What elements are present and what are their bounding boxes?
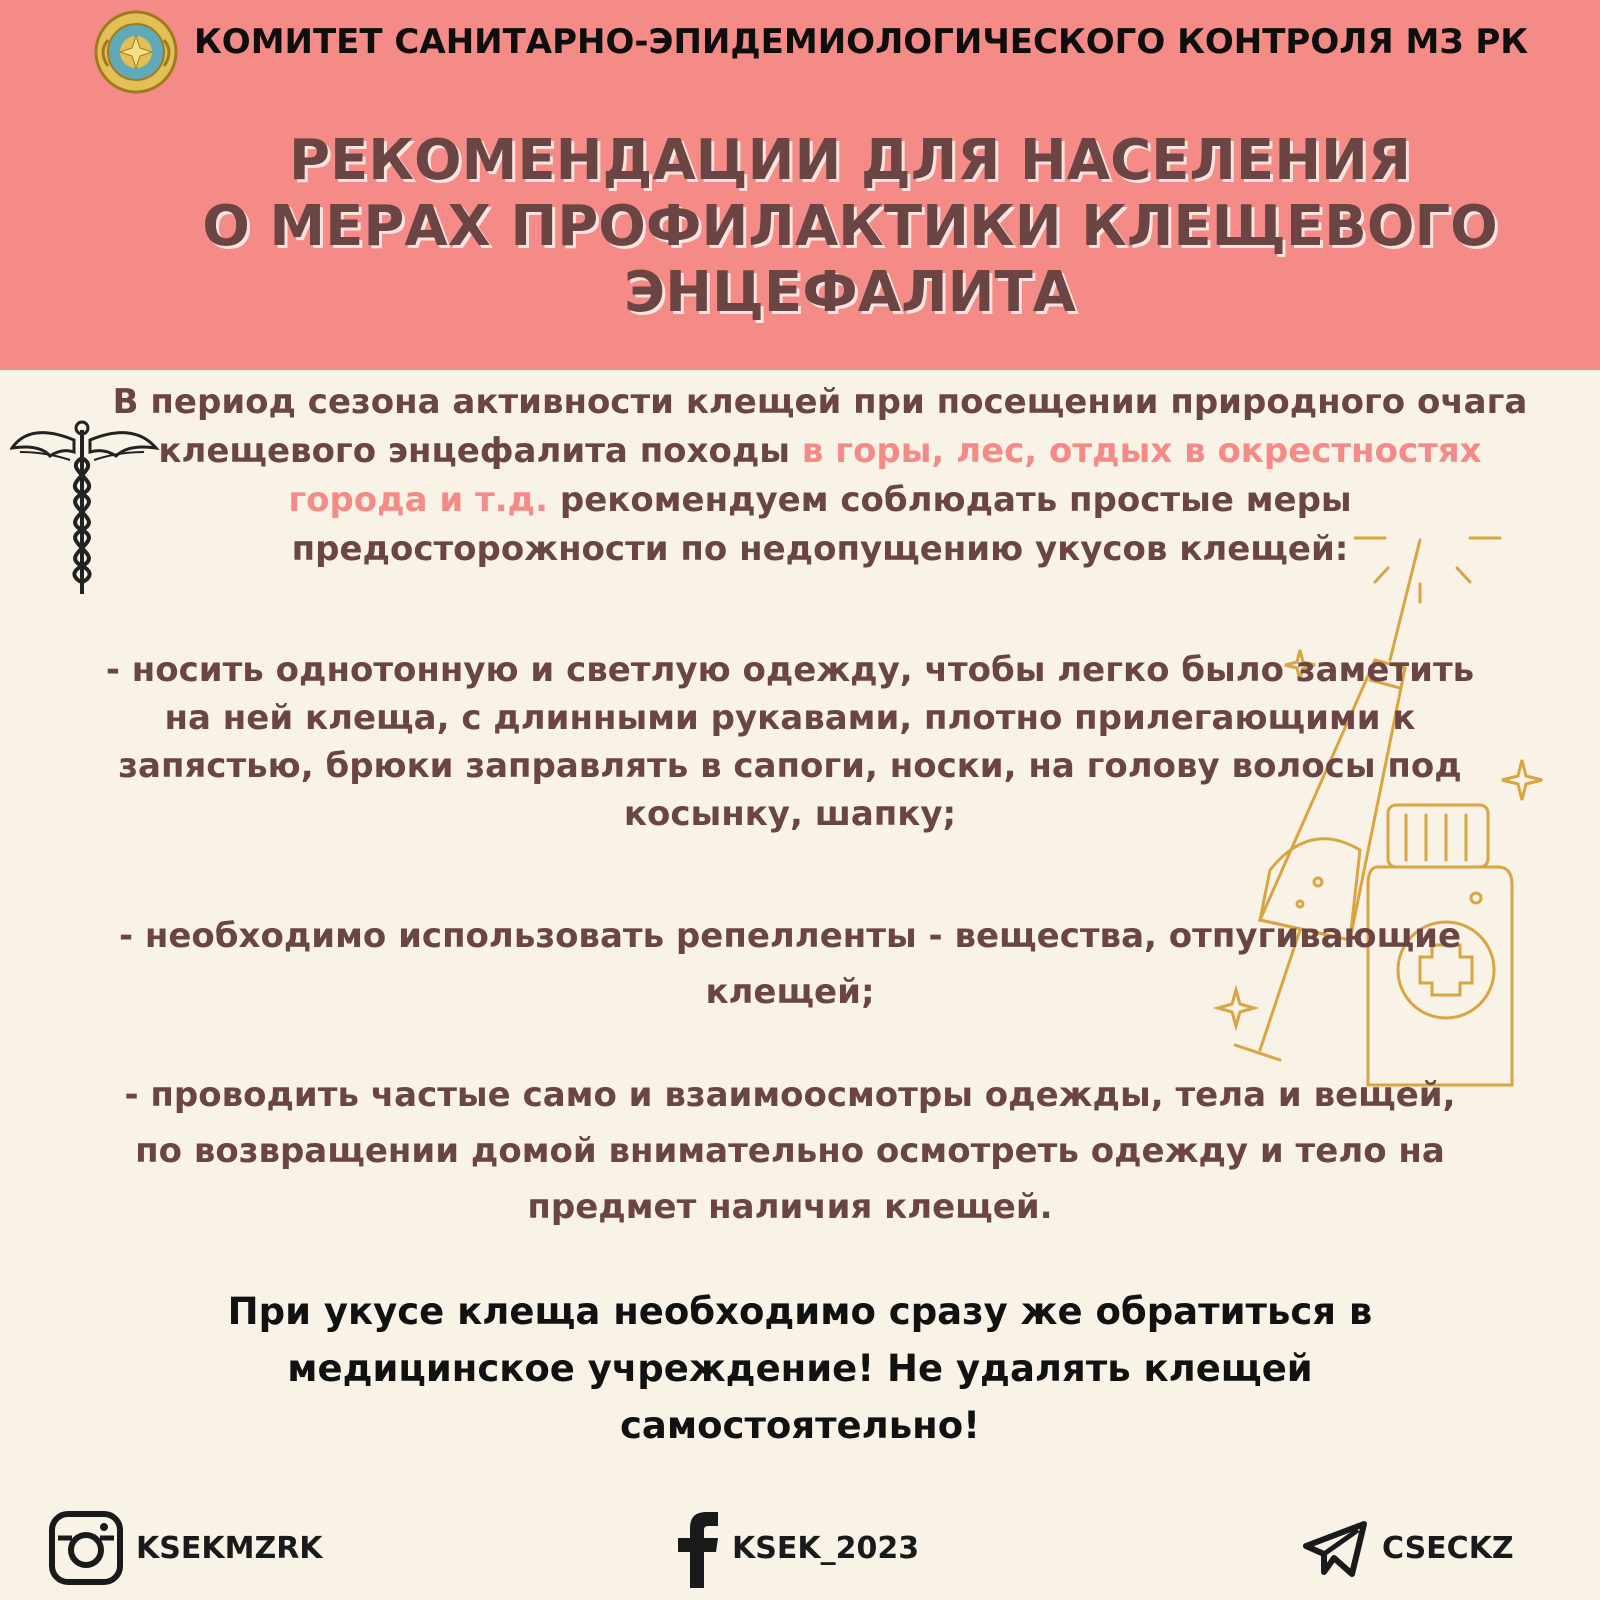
title-line: ЭНЦЕФАЛИТА xyxy=(624,260,1076,325)
intro-paragraph xyxy=(100,378,1540,574)
facebook-handle: KSEK_2023 xyxy=(732,1530,920,1566)
recommendation-item: - необходимо использовать репелленты - вещества, отпугивающие клещей; xyxy=(118,916,1462,1012)
facebook-link[interactable] xyxy=(676,1508,919,1588)
header-banner xyxy=(0,0,1600,370)
recommendation-item: - проводить частые само и взаимоосмотры одежды, тела и вещей, по возвращении домой внимательно осмотреть одежду и тело на предмет наличия клещей. xyxy=(124,1075,1456,1227)
organization-name: КОМИТЕТ САНИТАРНО-ЭПИДЕМИОЛОГИЧЕСКОГО КОНТРОЛЯ МЗ РК xyxy=(194,22,1529,62)
kazakhstan-emblem-icon xyxy=(94,10,178,94)
warning-text: При укусе клеща необходимо сразу же обратиться в медицинское учреждение! Не удалять клещей самостоятельно! xyxy=(227,1290,1373,1447)
telegram-icon xyxy=(1302,1518,1370,1578)
instagram-icon xyxy=(48,1510,124,1586)
page-title xyxy=(200,128,1500,326)
intro-highlight: в горы, лес, отдых в окрестностях города и т.д. xyxy=(288,431,1482,520)
facebook-icon xyxy=(676,1508,720,1588)
telegram-handle: CSECKZ xyxy=(1382,1530,1514,1566)
intro-text-end: рекомендуем соблюдать простые меры предосторожности по недопущению укусов клещей: xyxy=(291,480,1352,569)
title-line: О МЕРАХ ПРОФИЛАКТИКИ КЛЕЩЕВОГО xyxy=(202,194,1498,259)
instagram-link[interactable] xyxy=(48,1508,323,1588)
intro-text: В период сезона активности клещей при посещении природного очага клещевого энцефалита походы xyxy=(112,382,1528,471)
instagram-handle: KSEKMZRK xyxy=(136,1530,323,1566)
recommendation-item: - носить однотонную и светлую одежду, чтобы легко было заметить на ней клеща, с длинными рукавами, плотно прилегающими к запястью, брюки заправлять в сапоги, носки, на голову волосы под косынку, шапку; xyxy=(105,650,1475,834)
title-line: РЕКОМЕНДАЦИИ ДЛЯ НАСЕЛЕНИЯ xyxy=(288,128,1412,193)
telegram-link[interactable] xyxy=(1302,1508,1514,1588)
